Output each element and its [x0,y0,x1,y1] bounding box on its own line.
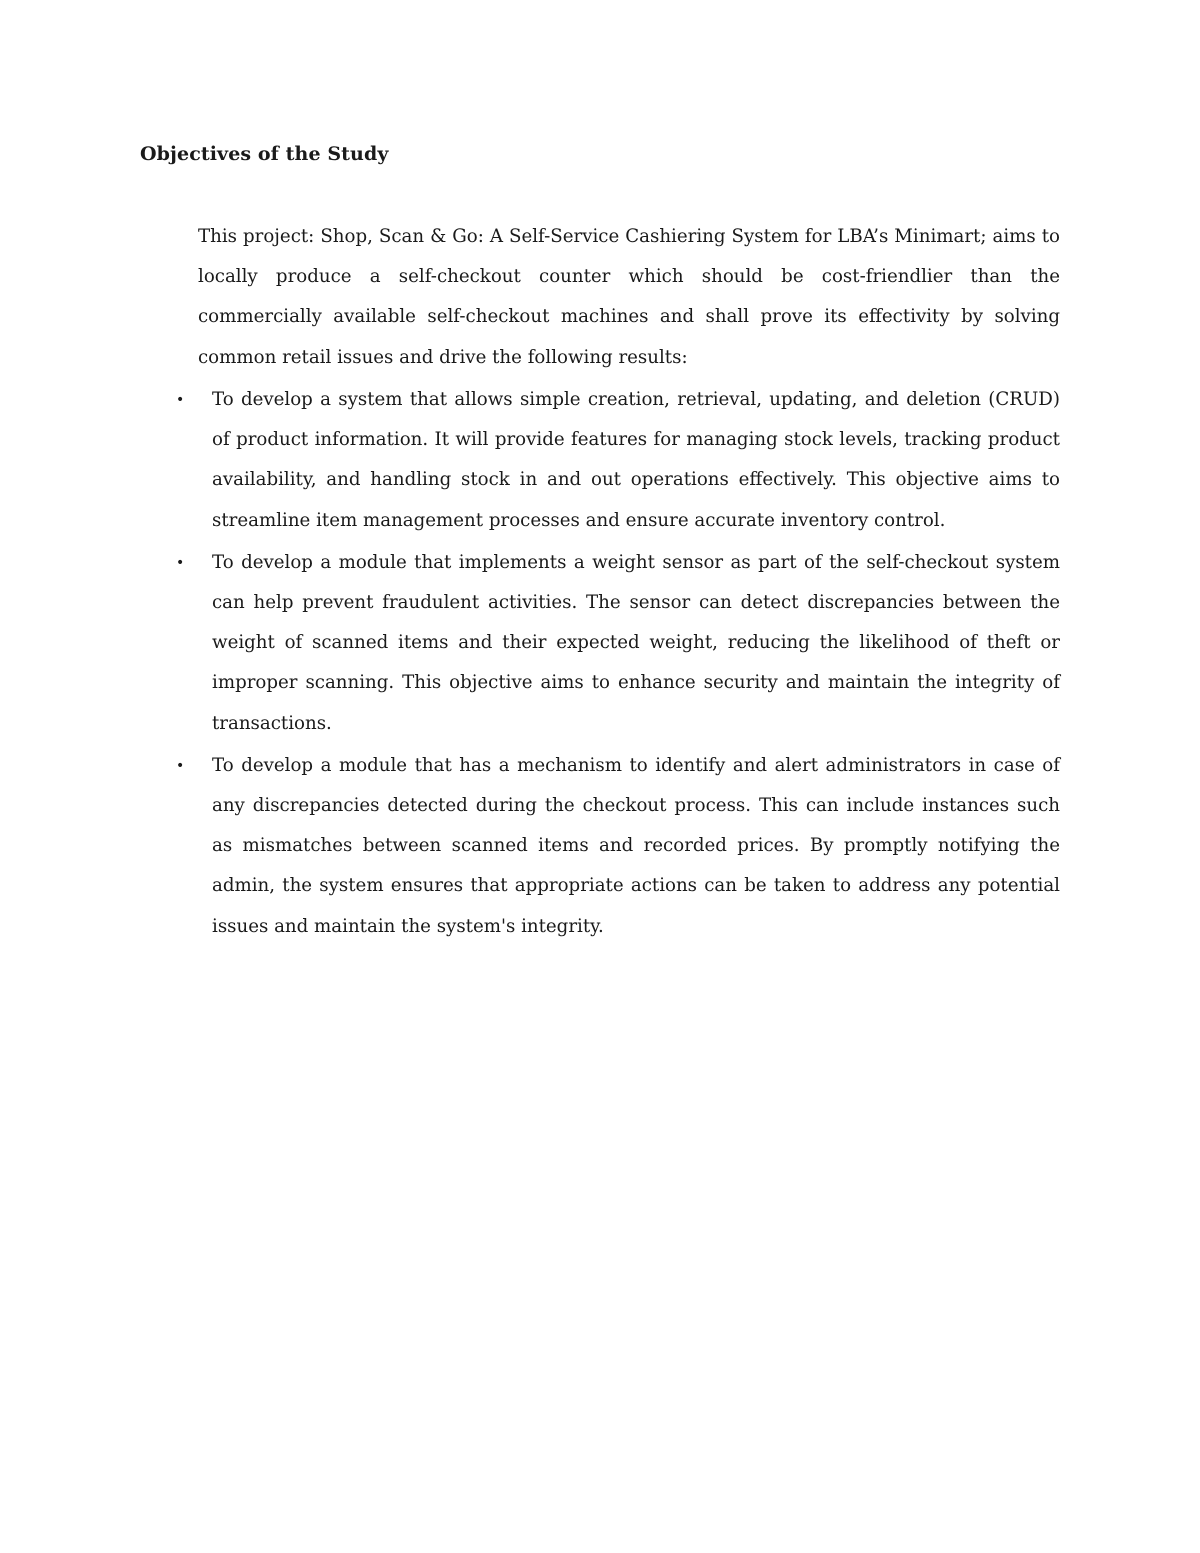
bullet-icon: • [176,392,185,408]
intro-paragraph: This project: Shop, Scan & Go: A Self-Service Cashiering System for LBA’s Minimart; aims to locally produce a self-checkout counter which should be cost-friendlier than the commercially available self-checkout machines and shall prove its effectivity by solving common retail issues and drive the following results: [198,226,1060,368]
page-title: Objectives of the Study [140,143,389,165]
list-item [176,543,1060,744]
list-item [176,380,1060,541]
objectives-list [176,380,1060,949]
bullet-icon: • [176,554,185,571]
list-item [176,746,1060,947]
objective-text: To develop a system that allows simple creation, retrieval, updating, and deletion (CRUD) of product information. It will provide features for managing stock levels, tracking product availability, and handling stock in and out operations effectively. This objective aims to streamline item management processes and ensure accurate inventory control. [212,389,1060,531]
objective-text: To develop a module that has a mechanism to identify and alert administrators in case of any discrepancies detected during the checkout process. This can include instances such as mismatches between scanned items and recorded prices. By promptly notifying the admin, the system ensures that appropriate actions can be taken to address any potential issues and maintain the system's integrity. [212,754,1060,937]
objective-text: To develop a module that implements a weight sensor as part of the self-checkout system can help prevent fraudulent activities. The sensor can detect discrepancies between the weight of scanned items and their expected weight, reducing the likelihood of theft or improper scanning. This objective aims to enhance security and maintain the integrity of transactions. [212,551,1060,734]
bullet-icon: • [176,757,185,774]
